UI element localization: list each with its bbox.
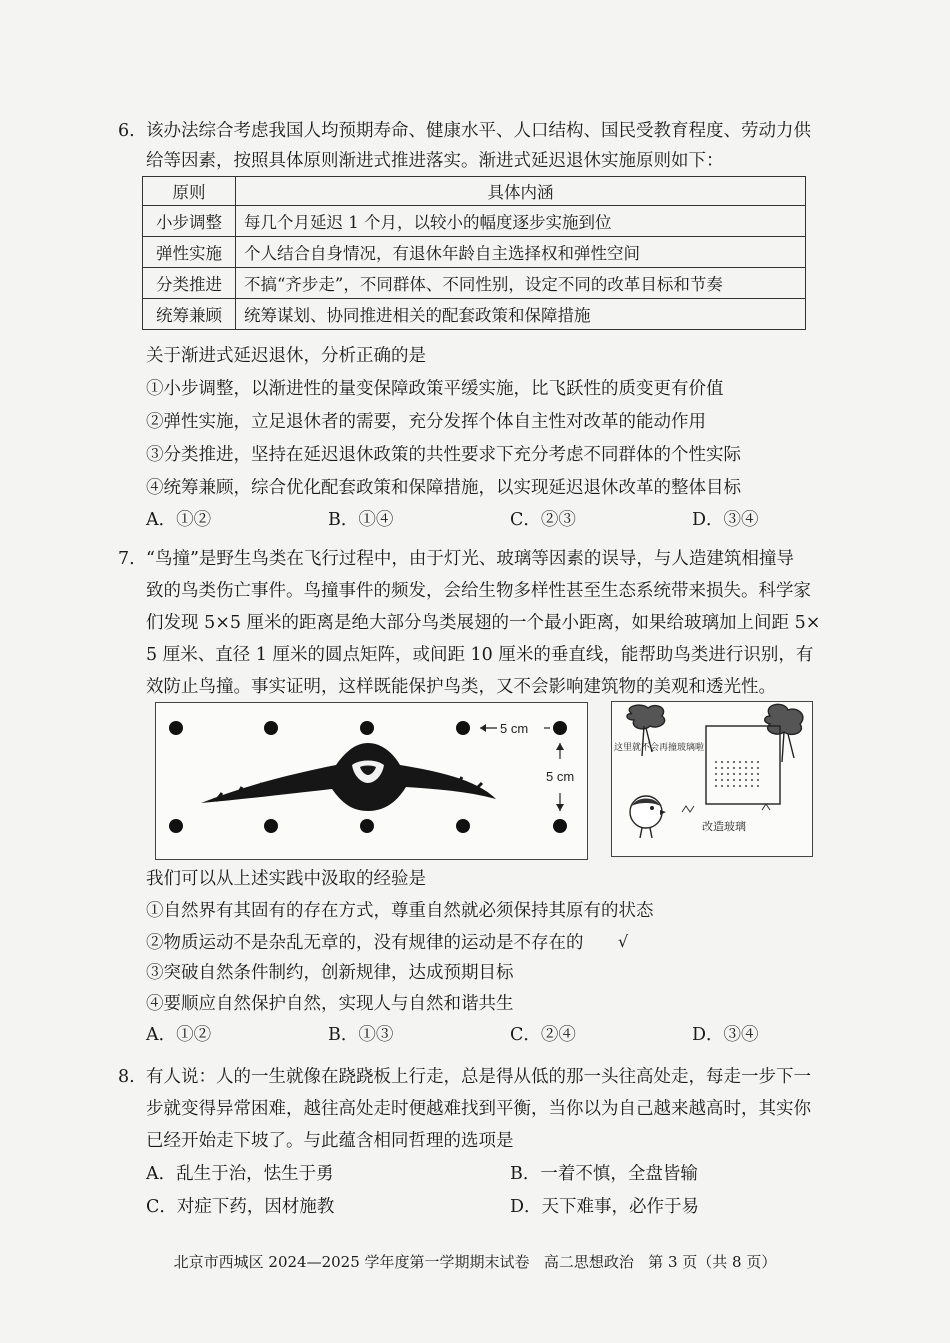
dot-matrix-drawing [156,703,587,859]
matrix-dot [553,721,567,735]
q7-option-c[interactable]: C．②④ [510,1025,576,1045]
q7-intro-line: 效防止鸟撞。事实证明，这样既能保护鸟类，又不会影响建筑物的美观和透光性。 [146,677,776,697]
q7-statement: ②物质运动不是杂乱无章的，没有规律的运动是不存在的 [146,933,584,953]
matrix-dot [360,819,374,833]
q7-question: 我们可以从上述实践中汲取的经验是 [146,869,426,889]
matrix-dot [169,819,183,833]
matrix-dot [360,721,374,735]
q7-option-d[interactable]: D．③④ [692,1025,759,1045]
q7-intro-line: 致的鸟类伤亡事件。鸟撞事件的频发，会给生物多样性甚至生态系统带来损失。科学家 [146,581,811,601]
bird-speech-text: 这里就不会再撞玻璃啦 [614,743,705,753]
matrix-dot [264,721,278,735]
table-row [143,299,806,330]
cartoon-figure [611,701,813,857]
tree-icon [627,704,803,762]
q7-number: 7. [118,549,135,569]
q8-intro-line: 步就变得异常困难，越往高处走时便越难找到平衡，当你以为自己越来越高时，其实你 [146,1099,811,1119]
q6-question: 关于渐进式延迟退休，分析正确的是 [146,346,426,366]
q6-option-a[interactable]: A．①② [146,510,212,530]
cartoon-caption: 改造玻璃 [702,820,746,833]
matrix-dot [456,721,470,735]
table-header-cell: 具体内涵 [236,177,806,206]
q6-intro-line: 给等因素，按照具体原则渐进式推进落实。渐进式延迟退休实施原则如下： [146,151,724,171]
matrix-dot [264,819,278,833]
q6-option-d[interactable]: D．③④ [692,510,759,530]
q7-intro-line: 们发现 5×5 厘米的距离是绝大部分鸟类展翅的一个最小距离，如果给玻璃加上间距 5× [146,613,821,633]
glass-dot-pattern [715,761,759,787]
page-footer [0,1251,950,1272]
glass-window [706,726,780,804]
table-row [143,237,806,268]
q6-statement: ①小步调整，以渐进性的量变保障政策平缓实施，比飞跃性的质变更有价值 [146,379,724,399]
horizontal-spacing-label: 5 cm [500,721,529,736]
table-cell: 每几个月延迟 1 个月，以较小的幅度逐步实施到位 [236,206,806,237]
table-header-cell: 原则 [143,177,236,206]
q6-statement: ④统筹兼顾，综合优化配套政策和保障措施，以实现延迟退休改革的整体目标 [146,478,741,498]
q6-statement: ②弹性实施，立足退休者的需要，充分发挥个体自主性对改革的能动作用 [146,412,706,432]
table-cell: 个人结合自身情况，有退休年龄自主选择权和弹性空间 [236,237,806,268]
q6-option-b[interactable]: B．①④ [328,510,394,530]
q7-statement: ③突破自然条件制约，创新规律，达成预期目标 [146,963,514,983]
q7-statement: ④要顺应自然保护自然，实现人与自然和谐共生 [146,994,514,1014]
q6-option-c[interactable]: C．②③ [510,510,576,530]
q6-statement: ③分类推进，坚持在延迟退休政策的共性要求下充分考虑不同群体的个性实际 [146,445,741,465]
q8-option-c[interactable]: C．对症下药，因材施教 [146,1197,335,1217]
table-row [143,206,806,237]
table-cell: 弹性实施 [143,237,236,268]
q8-option-b[interactable]: B．一着不慎，全盘皆输 [510,1164,698,1184]
table-cell: 分类推进 [143,268,236,299]
table-row [143,268,806,299]
q7-intro-line: 5 厘米、直径 1 厘米的圆点矩阵，或间距 10 厘米的垂直线，能帮助鸟类进行识别，有 [146,645,814,665]
q7-intro-line: “鸟撞”是野生鸟类在飞行过程中，由于灯光、玻璃等因素的误导，与人造建筑相撞导 [146,549,794,569]
footer-subject: 高二思想政治 [543,1253,634,1271]
cartoon-drawing [612,702,812,856]
table-cell: 小步调整 [143,206,236,237]
q7-statement: ①自然界有其固有的存在方式，尊重自然就必须保持其原有的状态 [146,901,654,921]
dot-matrix-figure [155,702,588,860]
q6-intro-line: 该办法综合考虑我国人均预期寿命、健康水平、人口结构、国民受教育程度、劳动力供 [146,121,811,141]
handwritten-checkmark: √ [618,932,629,951]
q8-intro-line: 有人说：人的一生就像在跷跷板上行走，总是得从低的那一头往高处走，每走一步下一 [146,1067,811,1087]
q7-option-a[interactable]: A．①② [146,1025,212,1045]
matrix-dot [456,819,470,833]
q6-number: 6. [118,121,135,141]
q8-intro-line: 已经开始走下坡了。与此蕴含相同哲理的选项是 [146,1131,514,1151]
table-cell: 统筹兼顾 [143,299,236,330]
q8-option-d[interactable]: D．天下难事，必作于易 [510,1197,700,1217]
bird-icon [201,743,496,811]
matrix-dot [553,819,567,833]
table-header-row [143,177,806,206]
table-cell: 不搞“齐步走”，不同群体、不同性别，设定不同的改革目标和节奏 [236,268,806,299]
retirement-principles-table [142,176,806,330]
footer-page-number: 第 3 页（共 8 页） [648,1253,777,1271]
q8-number: 8. [118,1067,135,1087]
vertical-spacing-label: 5 cm [546,769,575,784]
q8-option-a[interactable]: A．乱生于治，怯生于勇 [146,1164,334,1184]
matrix-dot [169,721,183,735]
q7-option-b[interactable]: B．①③ [328,1025,394,1045]
table-cell: 统筹谋划、协同推进相关的配套政策和保障措施 [236,299,806,330]
cartoon-bird-icon [630,796,666,838]
footer-exam-title: 北京市西城区 2024—2025 学年度第一学期期末试卷 [173,1253,530,1271]
